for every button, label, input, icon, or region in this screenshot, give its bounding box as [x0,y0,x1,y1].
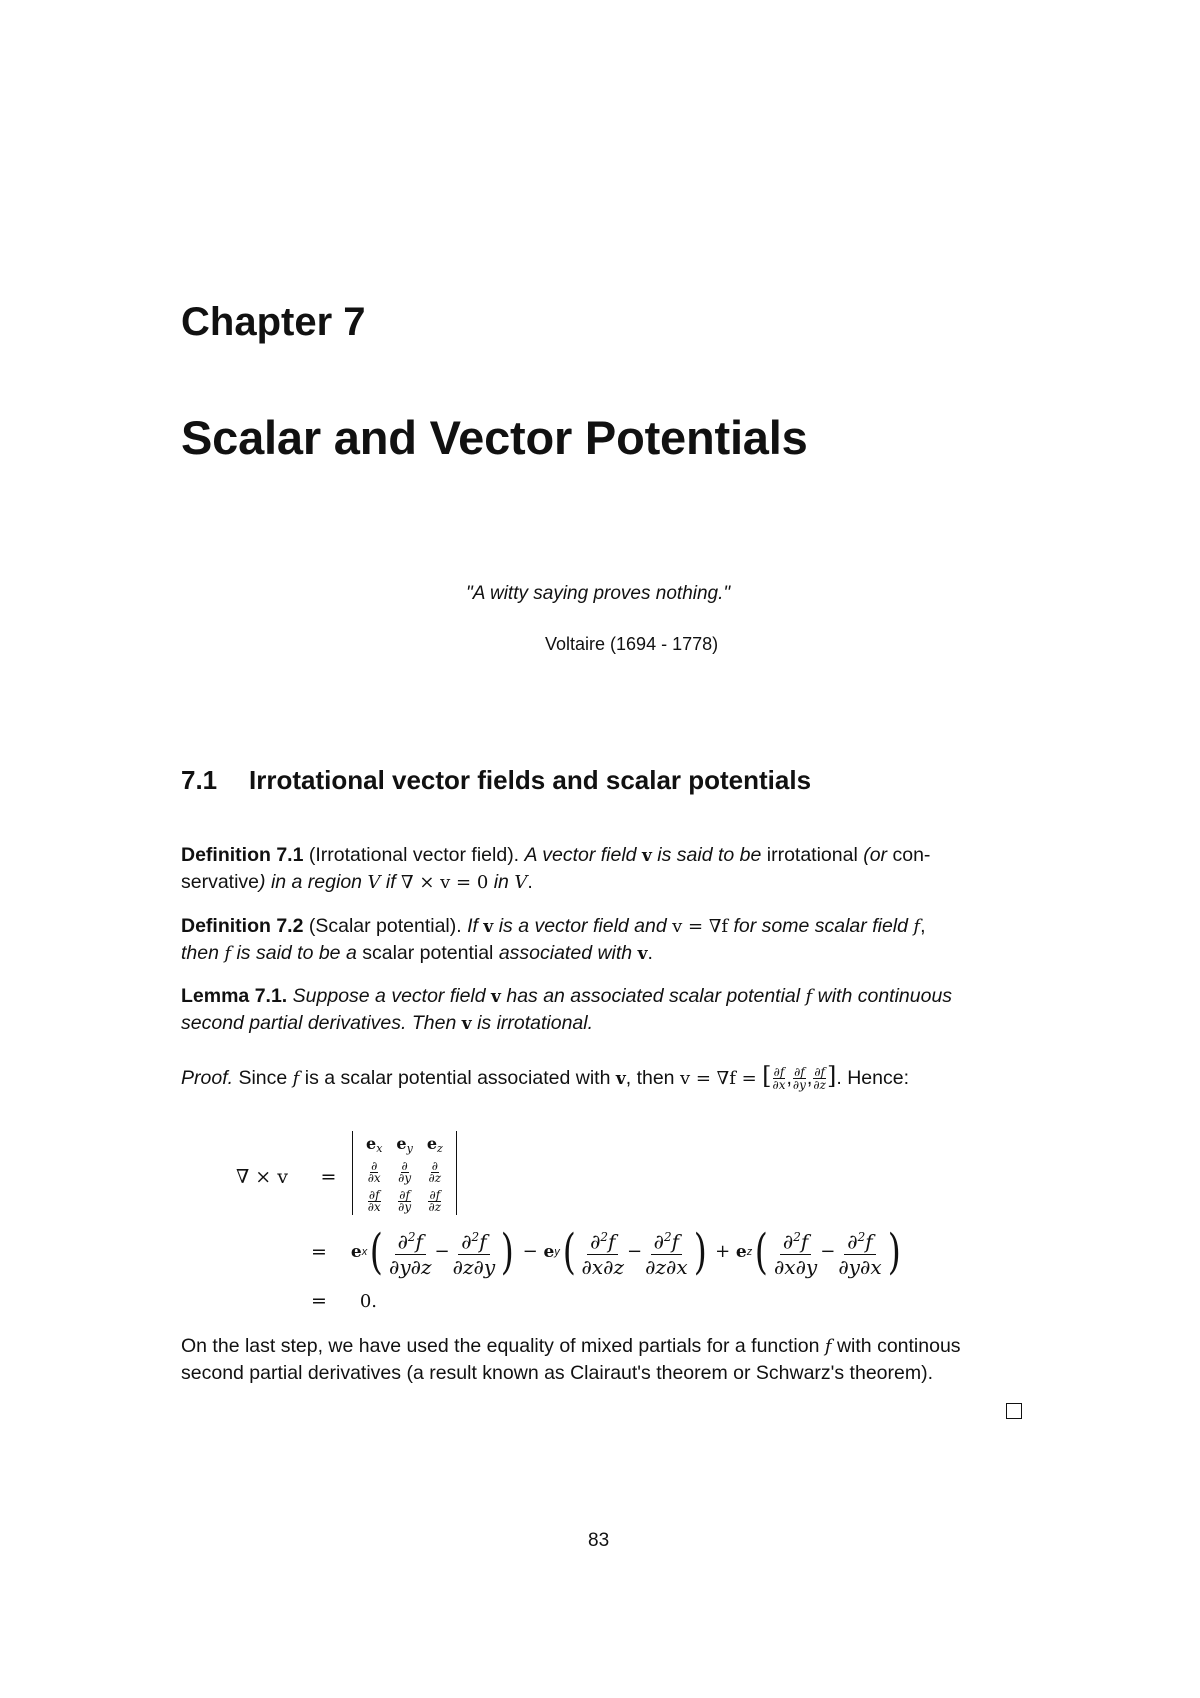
definition-7-2: Definition 7.2 (Scalar potential). If v is a vector field and v = ∇f for some scalar field f, then f is said to be a scalar potential associated with v. [181,915,926,964]
epigraph-quote: "A witty saying proves nothing." [466,583,731,604]
proof-label: Proof. [181,1067,234,1089]
equation-row-2: = e x ( ∂$^2$f ∂y∂z − $\frac{\partial^2f}{\partial z\partial y}$ ) − e y ( ∂$^2$f ∂x∂z − $\frac{\partial^2f}{\partial z\partial x}$ ) + e z ( ∂$^2$f ∂x∂y − $\frac{\partial^2f}{\partial y\partial x}$ ) [311,1223,901,1280]
equation-row-3: = 0. [311,1290,378,1312]
definition-label: Definition 7.1 [181,844,304,866]
closing-paragraph: On the last step, we have used the equality of mixed partials for a function f with continous second partial derivatives (a result known as Clairaut's theorem or Schwarz's theorem). [181,1335,961,1384]
section-heading [181,765,811,796]
math-curl-zero: ∇ × v = 0 [401,872,489,893]
equation-row-1: ∇ × v = [236,1166,337,1188]
definition-7-1: Definition 7.1 (Irrotational vector field). A vector field v is said to be irrotational (or con- servative) in a region V if ∇ × v = 0 in V. [181,844,931,893]
lemma-label: Lemma 7.1. [181,985,288,1007]
proof-intro: Proof. Since f is a scalar potential associated with v, then v = ∇f = [ $\frac{\partial f}{\partial x}$ , $\frac{\partial f}{\partial y}$ , $\frac{\partial f}{\partial z}$ ]. Hence: [181,1062,909,1093]
definition-label: Definition 7.2 [181,915,304,937]
chapter-label: Chapter 7 [181,300,366,344]
math-gradient-vector: v = ∇f = [679,1068,757,1089]
section-title: Irrotational vector fields and scalar potentials [249,765,812,795]
lemma-7-1: Lemma 7.1. Suppose a vector field v has an associated scalar potential f with continuous second partial derivatives. Then v is irrotational. [181,985,953,1034]
math-gradient: v = ∇f [672,916,729,937]
page-number: 83 [588,1530,610,1551]
section-number: 7.1 [181,765,218,795]
equation-result: 0. [359,1291,378,1312]
equation-lhs: ∇ × v [236,1166,288,1188]
qed-square-icon [1006,1403,1022,1419]
determinant-matrix: $e_x$ $e_y$ $e_z$ ∂ ∂x ∂ ∂y ∂ ∂z $\frac{\partial f}{\partial x}$ $\frac{\partial f}{\partial y}$ $\frac{\partial f}{\partial z}$ [352,1131,457,1215]
chapter-title: Scalar and Vector Potentials [181,411,808,464]
epigraph-author: Voltaire (1694 - 1778) [545,634,719,654]
